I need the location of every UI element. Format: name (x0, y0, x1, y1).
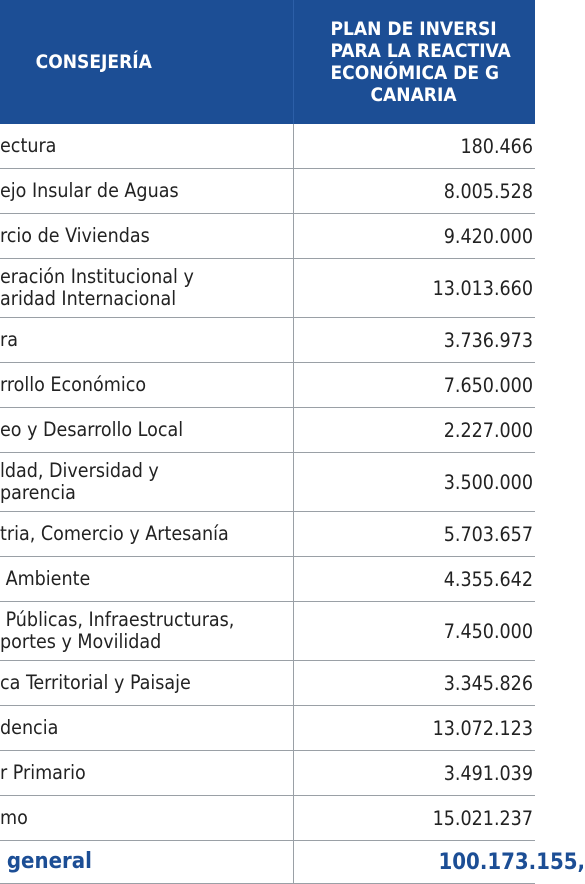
header-plan-line: PLAN DE INVERSI (330, 18, 497, 40)
table-row (0, 318, 535, 363)
row-name: eo y Desarrollo Local (0, 408, 293, 453)
row-value: 7.450.000 (293, 602, 535, 661)
row-name: dencia (0, 706, 293, 751)
table-row (0, 602, 535, 661)
row-value: 7.650.000 (293, 363, 535, 408)
table-row (0, 706, 535, 751)
row-name: Públicas, Infraestructuras, portes y Movilidad (0, 602, 293, 661)
row-name: mo (0, 796, 293, 841)
row-value: 9.420.000 (293, 214, 535, 259)
row-value: 4.355.642 (293, 557, 535, 602)
row-name: ldad, Diversidad y parencia (0, 453, 293, 512)
row-name: Ambiente (0, 557, 293, 602)
row-value: 3.736.973 (293, 318, 535, 363)
header-plan (293, 0, 535, 124)
table-row (0, 169, 535, 214)
table-row (0, 751, 535, 796)
header-row (0, 0, 535, 124)
row-value: 3.491.039 (293, 751, 535, 796)
row-name: ra (0, 318, 293, 363)
row-name: rrollo Económico (0, 363, 293, 408)
row-value: 3.500.000 (293, 453, 535, 512)
total-value: 100.173.155, (293, 841, 535, 884)
table-row (0, 214, 535, 259)
table-row (0, 408, 535, 453)
table-row (0, 124, 535, 169)
header-plan-line: PARA LA REACTIVA (330, 40, 511, 62)
row-name: rcio de Viviendas (0, 214, 293, 259)
total-row (0, 841, 535, 884)
row-value: 8.005.528 (293, 169, 535, 214)
table-row (0, 512, 535, 557)
row-name: ejo Insular de Aguas (0, 169, 293, 214)
row-name: tria, Comercio y Artesanía (0, 512, 293, 557)
header-plan-line: ECONÓMICA DE G (330, 62, 500, 84)
row-value: 5.703.657 (293, 512, 535, 557)
total-label: general (0, 841, 293, 884)
row-value: 3.345.826 (293, 661, 535, 706)
row-value: 15.021.237 (293, 796, 535, 841)
table-row (0, 796, 535, 841)
table-row (0, 363, 535, 408)
header-consejeria: CONSEJERÍA (0, 0, 293, 124)
table-row (0, 557, 535, 602)
row-value: 13.072.123 (293, 706, 535, 751)
row-name: eración Institucional y aridad Internacional (0, 259, 293, 318)
row-value: 180.466 (293, 124, 535, 169)
row-name: r Primario (0, 751, 293, 796)
row-value: 2.227.000 (293, 408, 535, 453)
row-name: ectura (0, 124, 293, 169)
row-value: 13.013.660 (293, 259, 535, 318)
table-row (0, 259, 535, 318)
header-plan-line: CANARIA (370, 84, 457, 106)
row-name: ca Territorial y Paisaje (0, 661, 293, 706)
table-row (0, 661, 535, 706)
table-row (0, 453, 535, 512)
